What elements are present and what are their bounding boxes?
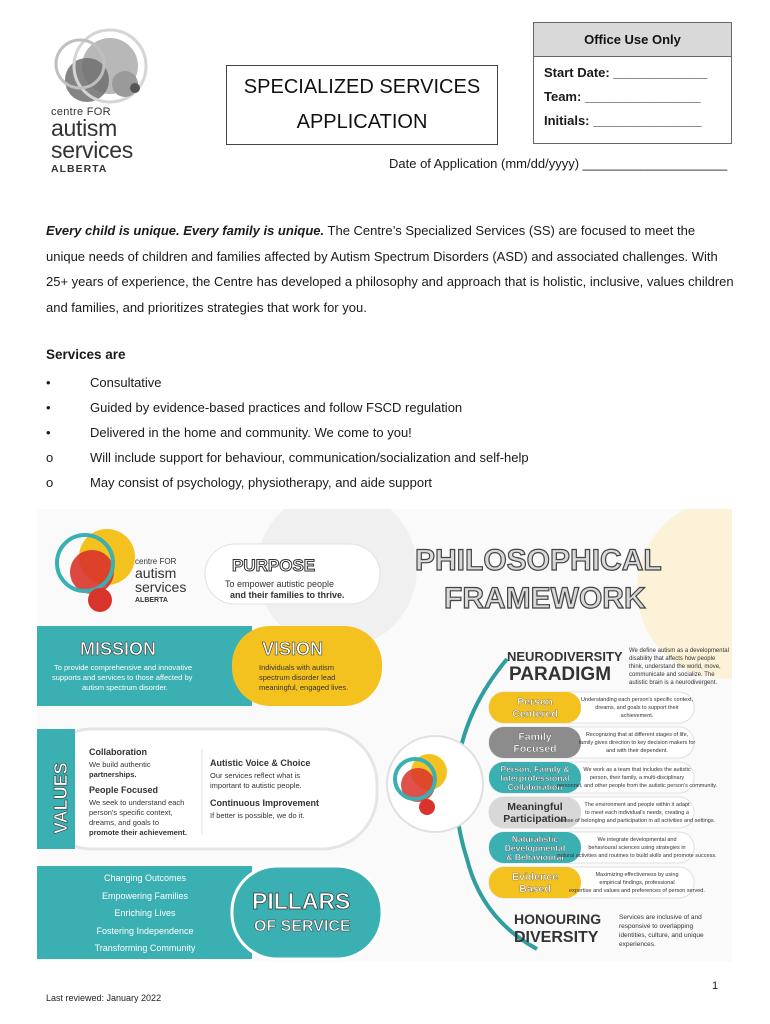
value-voice-1: Our services reflect what is — [210, 771, 301, 780]
framework-row-description: expertise and values and preferences of person served. — [569, 888, 705, 894]
framework-row-label: Based — [519, 883, 551, 895]
pillar-item: Transforming Community — [94, 943, 196, 953]
framework-row-label: Collaboration — [507, 782, 563, 792]
start-date-field[interactable]: Start Date: _____________ — [544, 65, 708, 80]
pillars-title-1: PILLARS — [252, 888, 351, 914]
framework-row-label: Naturalistic — [511, 834, 559, 844]
framework-row-label: Family — [518, 731, 552, 743]
pillar-item: Empowering Families — [101, 891, 189, 901]
purpose-text-2: and their families to thrive. — [230, 590, 345, 600]
mission-title: MISSION — [80, 639, 157, 659]
honour-title-1: HONOURING — [514, 911, 602, 927]
logo-line-4: ALBERTA — [51, 162, 108, 175]
framework-row-description: family gives direction to key decision makers for — [578, 740, 696, 746]
framework-row-label: Focused — [513, 743, 557, 755]
framework-row-label: Interprofessional — [500, 773, 570, 783]
framework-row-description: achievement. — [620, 713, 654, 719]
honour-d3: identities, culture, and unique — [619, 932, 704, 939]
title-line-1: SPECIALIZED SERVICES — [243, 76, 481, 98]
mission-l3: autism spectrum disorder. — [82, 683, 168, 692]
philosophical-framework-infographic — [37, 509, 732, 962]
framework-row — [489, 692, 694, 723]
framework-row-description: sense of belonging and participation in all activities and settings. — [558, 818, 716, 824]
list-item: • Guided by evidence-based practices and follow FSCD regulation — [46, 400, 463, 415]
value-cont-1: If better is possible, we do it. — [210, 811, 305, 820]
last-reviewed: Last reviewed: January 2022 — [46, 993, 162, 1003]
document-title — [226, 65, 498, 145]
neuro-d5: autistic brain is a neurodivergent. — [629, 680, 718, 686]
mission-l1: To provide comprehensive and innovative — [54, 663, 192, 672]
list-item: o Will include support for behaviour, communication/socialization and self-help — [46, 450, 529, 465]
value-people-3: dreams, and goals to — [89, 818, 160, 827]
framework-row-label: Developmental — [504, 843, 566, 853]
page-number: 1 — [712, 980, 719, 992]
value-collab-1: We build authentic — [89, 760, 151, 769]
vision-title: VISION — [262, 639, 324, 659]
values-title: VALUES — [51, 762, 71, 834]
framework-row-description: dreams, and goals to support their — [595, 705, 679, 711]
pillar-item: Fostering Independence — [96, 926, 194, 936]
framework-row-description: behavioural sciences using strategies in — [588, 845, 686, 851]
initials-field[interactable]: Initials: _______________ — [544, 113, 702, 128]
neuro-d1: We define autism as a developmental — [629, 648, 729, 654]
intro-body: The Centre’s Specialized Services (SS) are focused to meet the unique needs of children and families affected by Autism Spectrum Disorders (ASD) and associated challenges. With 25+ years of experience, the Centre has developed a philosophy and approach that is holistic, inclusive, values children and families, and prioritizes strategies that work for you. — [46, 223, 734, 315]
purpose-title: PURPOSE — [232, 556, 316, 575]
framework-row-description: natural activities and routines to build skills and promote success. — [557, 853, 717, 859]
neuro-title-1: NEURODIVERSITY — [507, 649, 623, 664]
framework-heading-2: FRAMEWORK — [444, 582, 646, 615]
honour-d2: responsive to overlapping — [619, 923, 694, 930]
value-people-title: People Focused — [89, 785, 159, 795]
framework-row-description: The environment and people within it adapt — [584, 802, 690, 808]
value-people-2: person's specific context, — [89, 808, 173, 817]
vision-l1: Individuals with autism — [259, 663, 335, 672]
framework-row-description: personnel, and other people from the autistic person's community. — [556, 783, 718, 789]
framework-row-description: person, their family, a multi-disciplinary — [589, 775, 685, 781]
office-use-box — [533, 22, 732, 144]
neuro-title-2: PARADIGM — [509, 664, 612, 685]
pillar-item: Enriching Lives — [114, 908, 176, 918]
team-field[interactable]: Team: ________________ — [544, 89, 701, 104]
logo-line-1: centre FOR — [51, 106, 111, 118]
info-logo-l2: autism — [135, 565, 177, 581]
framework-row — [489, 727, 695, 758]
framework-row-description: Understanding each person's specific context, — [580, 697, 694, 703]
services-list — [46, 370, 726, 495]
vision-l2: spectrum disorder lead — [259, 673, 336, 682]
framework-heading-1: PHILOSOPHICAL — [415, 544, 662, 577]
logo-line-2: autism — [51, 115, 117, 141]
framework-row-label: Participation — [503, 813, 567, 825]
intro-paragraph — [46, 218, 736, 320]
centre-logo-text — [51, 107, 133, 174]
framework-row-label: Person, Family & — [500, 764, 570, 774]
pillar-item: Changing Outcomes — [103, 873, 187, 883]
pillars-title-2: OF SERVICE — [254, 918, 351, 935]
info-logo-l4: ALBERTA — [135, 597, 168, 604]
honour-d4: experiences. — [619, 941, 656, 948]
framework-row-label: Evidence — [511, 871, 559, 883]
services-heading: Services are — [46, 347, 126, 362]
info-logo-l1: centre FOR — [135, 557, 177, 566]
framework-row-description: Maximizing effectiveness by using — [595, 872, 679, 878]
framework-row-label: Centered — [512, 708, 558, 720]
framework-row — [489, 797, 716, 828]
purpose-text-1: To empower autistic people — [225, 579, 335, 589]
list-item: • Consultative — [46, 375, 162, 390]
framework-row-description: and with their dependent. — [606, 748, 668, 754]
value-collab-2: partnerships. — [89, 770, 137, 779]
framework-row-label: & Behavioural — [506, 852, 564, 862]
info-logo-l3: services — [135, 579, 187, 595]
framework-row-description: empirical findings, professional — [599, 880, 675, 886]
title-line-2: APPLICATION — [296, 111, 428, 133]
neuro-d3: think, understand the world, move, — [629, 664, 721, 670]
logo-line-3: services — [51, 136, 133, 163]
framework-row-description: We integrate developmental and — [597, 837, 677, 843]
value-collab-title: Collaboration — [89, 747, 147, 757]
framework-row — [489, 832, 717, 863]
value-voice-title: Autistic Voice & Choice — [210, 758, 311, 768]
list-item: • Delivered in the home and community. We come to you! — [46, 425, 412, 440]
framework-row — [489, 762, 718, 793]
vision-l3: meaningful, engaged lives. — [259, 683, 349, 692]
value-people-4: promote their achievement. — [89, 828, 187, 837]
honour-d1: Services are inclusive of and — [619, 914, 702, 921]
value-cont-title: Continuous Improvement — [210, 798, 320, 808]
value-voice-2: important to autistic people. — [210, 781, 302, 790]
framework-row-label: Meaningful — [507, 801, 563, 813]
value-people-1: We seek to understand each — [89, 798, 185, 807]
neuro-d2: disability that affects how people — [629, 656, 716, 662]
intro-emphasis: Every child is unique. Every family is unique. — [46, 223, 325, 238]
honour-title-2: DIVERSITY — [514, 929, 599, 946]
neuro-d4: communicate and socialize. The — [629, 672, 715, 678]
framework-row-label: Person — [517, 696, 553, 708]
framework-row — [489, 867, 705, 898]
date-of-application-field[interactable]: Date of Application (mm/dd/yyyy) ____________________ — [389, 156, 728, 171]
office-use-heading: Office Use Only — [534, 23, 731, 57]
mission-l2: supports and services to those affected by — [52, 673, 193, 682]
framework-row-description: to meet each individual's needs, creating a — [585, 810, 689, 816]
framework-row-description: Recognizing that at different stages of life, — [585, 732, 689, 738]
list-item: o May consist of psychology, physiotherapy, and aide support — [46, 475, 433, 490]
framework-row-description: We work as a team that includes the autistic — [583, 767, 691, 773]
